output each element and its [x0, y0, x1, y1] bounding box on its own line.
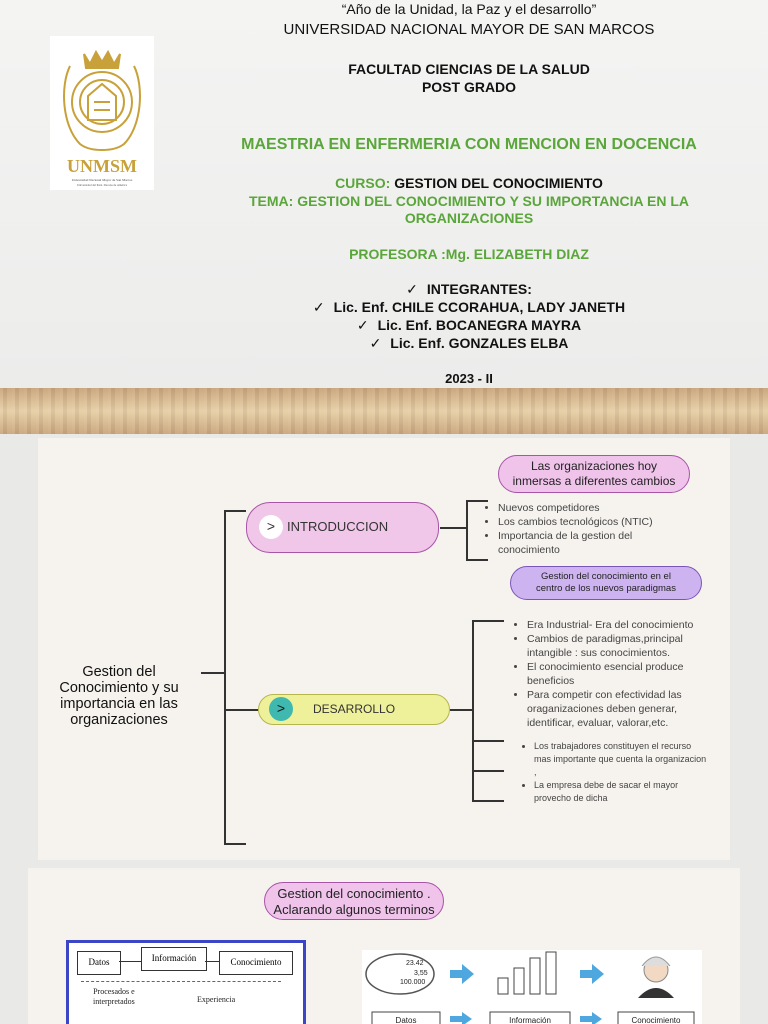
cloud-value: 23.42	[406, 960, 424, 967]
intro-node[interactable]	[246, 502, 439, 553]
list-item: • El conocimiento esencial produce beneficios	[527, 660, 718, 688]
list-item: • Importancia de la gestion del conocimiento	[498, 529, 696, 557]
main-topic-line: organizaciones	[70, 712, 168, 728]
right-diagram	[362, 950, 702, 1024]
title-line: Aclarando algunos terminos	[273, 902, 435, 917]
list-item: • Cambios de paradigmas,principal intangible : sus conocimientos.	[527, 632, 718, 660]
connector	[472, 800, 504, 802]
topic-line-1: TEMA: GESTION DEL CONOCIMIENTO Y SU IMPORTANCIA EN LA	[249, 193, 689, 209]
arrow-right-icon	[450, 964, 474, 984]
intro-bullets	[484, 501, 696, 557]
dev-node[interactable]	[258, 694, 450, 725]
master-title: MAESTRIA EN ENFERMERIA CON MENCION EN DOCENCIA	[241, 136, 697, 153]
course-value: GESTION DEL CONOCIMIENTO	[394, 175, 603, 191]
connector	[201, 672, 224, 674]
label-line: Procesados e	[93, 987, 135, 996]
scientist-icon	[638, 957, 674, 998]
main-topic	[38, 664, 200, 728]
connector	[440, 527, 466, 529]
cloud-value: 100.000	[400, 979, 426, 986]
crest-icon	[50, 36, 154, 190]
left-diagram	[66, 940, 306, 1024]
dev-bullets-2	[520, 740, 710, 805]
connector	[472, 620, 504, 622]
connector	[466, 559, 488, 561]
course-line	[170, 175, 768, 191]
connector	[450, 709, 472, 711]
connector	[472, 740, 504, 742]
diagram-box: Información	[141, 947, 207, 971]
title-line: Gestion del conocimiento .	[277, 886, 431, 901]
logo-name: UNMSM	[67, 156, 137, 176]
dikw-graphic	[362, 950, 702, 1024]
dev-bullets	[513, 618, 718, 730]
connector	[224, 510, 246, 512]
list-item: • Era Industrial- Era del conocimiento	[527, 618, 718, 632]
terms-slide	[28, 868, 740, 1024]
main-topic-line: importancia en las	[60, 696, 178, 712]
bottom-box-label: Conocimiento	[631, 1016, 681, 1024]
diagram-label: Experiencia	[197, 995, 236, 1004]
diagram-label	[93, 987, 135, 1007]
bar-icon	[530, 958, 540, 994]
list-item: • Nuevos competidores	[498, 501, 696, 515]
arrow	[205, 961, 219, 962]
chevron-right-icon: >	[269, 697, 293, 721]
list-item: • Los trabajadores constituyen el recurso mas importante que cuenta la organizacion ,	[534, 740, 710, 779]
member-item: ✓ Lic. Enf. BOCANEGRA MAYRA	[170, 317, 768, 334]
cloud-value: 3,55	[414, 970, 428, 977]
wood-band	[0, 388, 768, 434]
connector	[472, 770, 504, 772]
connector	[224, 709, 258, 711]
member-item: ✓ Lic. Enf. CHILE CCORAHUA, LADY JANETH	[170, 299, 768, 316]
arrow-right-icon	[580, 1012, 602, 1024]
chevron-right-icon: >	[259, 515, 283, 539]
course-label: CURSO:	[335, 175, 391, 191]
arrow	[119, 961, 141, 962]
motto: “Año de la Unidad, la Paz y el desarrollo”	[341, 1, 597, 17]
mindmap-slide	[38, 438, 730, 860]
intro-callout	[498, 455, 690, 493]
list-item: • La empresa debe de sacar el mayor provecho de dicha	[534, 779, 710, 805]
callout-line: Gestion del conocimiento en el	[541, 571, 671, 582]
bar-icon	[514, 968, 524, 994]
university-name: UNIVERSIDAD NACIONAL MAYOR DE SAN MARCOS	[283, 21, 655, 38]
callout-line: Las organizaciones hoy	[530, 459, 658, 473]
members-title: ✓ INTEGRANTES:	[170, 281, 768, 298]
callout-line: inmersas a diferentes cambios	[512, 474, 676, 488]
unmsm-logo	[50, 36, 154, 190]
year: 2023 - II	[445, 371, 493, 386]
arrow-right-icon	[580, 964, 604, 984]
professor: PROFESORA :Mg. ELIZABETH DIAZ	[349, 246, 589, 262]
bar-icon	[546, 952, 556, 994]
logo-caption: Universidad Nacional Mayor de San Marcos	[71, 178, 133, 182]
list-item: • Para competir con efectividad las oraganizaciones deben generar, identificar, evaluar, valorar,etc.	[527, 688, 718, 730]
connector	[224, 843, 246, 845]
arrow-right-icon	[450, 1012, 472, 1024]
connector	[472, 620, 474, 800]
bar-icon	[498, 978, 508, 994]
cover-slide	[0, 0, 768, 388]
main-topic-line: Conocimiento y su	[59, 680, 179, 696]
dev-label: DESARROLLO	[313, 702, 396, 716]
bottom-box-label: Información	[509, 1016, 551, 1024]
connector	[224, 510, 226, 844]
label-line: interpretados	[93, 997, 135, 1006]
list-item: • Los cambios tecnológicos (NTIC)	[498, 515, 696, 529]
member-item: ✓ Lic. Enf. GONZALES ELBA	[170, 335, 768, 352]
dash-line	[81, 981, 281, 983]
connector	[466, 500, 468, 560]
diagram-box: Datos	[77, 951, 121, 975]
topic-line-2: ORGANIZACIONES	[404, 210, 534, 226]
program-name: POST GRADO	[421, 79, 517, 95]
main-topic-line: Gestion del	[82, 664, 156, 680]
bottom-box-label: Datos	[395, 1016, 417, 1024]
terms-title	[264, 882, 444, 920]
intro-label: INTRODUCCION	[287, 519, 389, 534]
dev-callout	[510, 566, 702, 600]
logo-caption-2: Universidad del Perú. Decana de América	[76, 183, 128, 187]
faculty-name: FACULTAD CIENCIAS DE LA SALUD	[348, 61, 590, 77]
callout-line: centro de los nuevos paradigmas	[536, 583, 676, 594]
diagram-box: Conocimiento	[219, 951, 293, 975]
